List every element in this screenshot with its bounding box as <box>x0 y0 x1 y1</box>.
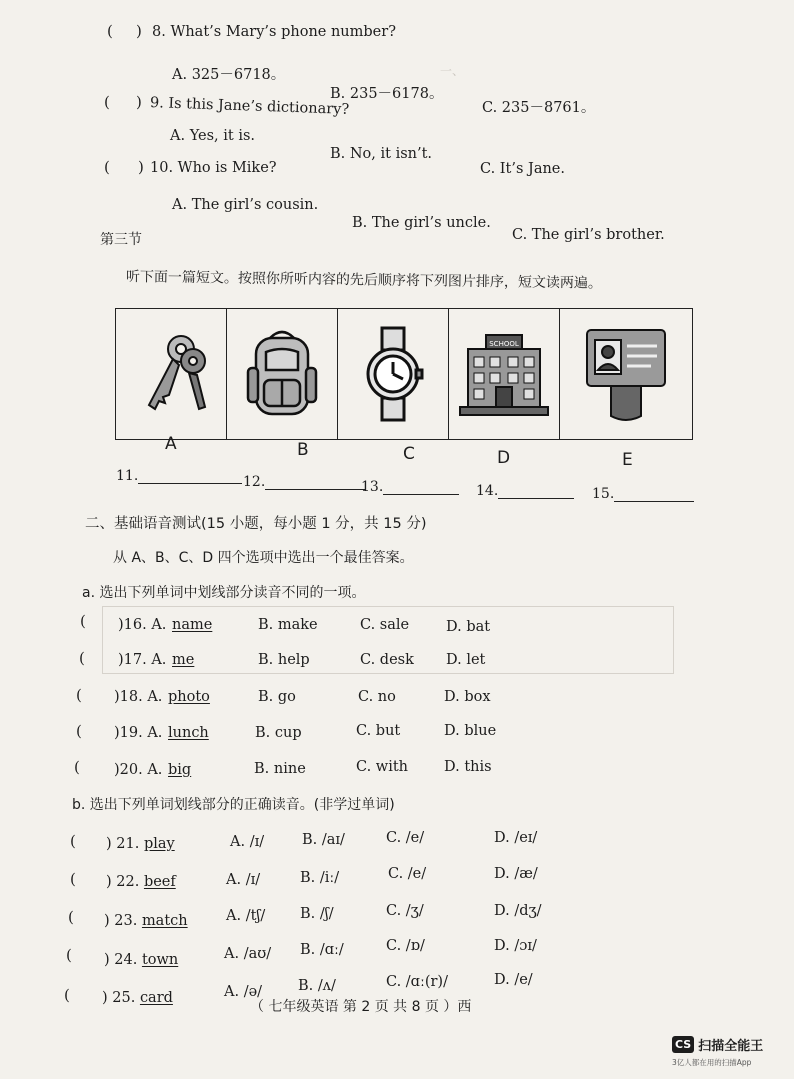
option-b: B. make <box>258 617 318 633</box>
option-c: C. /ɑː(r)/ <box>386 974 448 990</box>
blank-number: 12. <box>243 474 266 490</box>
option-d: D. bat <box>446 619 491 635</box>
blank-number: 11. <box>116 468 139 484</box>
option-c: C. no <box>358 689 396 705</box>
answer-paren: ( <box>70 870 76 888</box>
option-a: A. /aʊ/ <box>224 946 272 962</box>
option-c: C. with <box>356 759 409 775</box>
answer-blank-12[interactable] <box>243 474 365 490</box>
part2-instruction: 从 A、B、C、D 四个选项中选出一个最佳答案。 <box>113 550 414 566</box>
answer-blank-14[interactable] <box>476 483 574 499</box>
answer-paren-close: ) <box>138 158 144 176</box>
answer-paren: ( <box>68 908 74 926</box>
question-number <box>102 990 173 1006</box>
picture-letter-b: B <box>297 440 309 460</box>
option-c: C. desk <box>360 652 414 668</box>
question-9: 9. Is this Jane’s dictionary? <box>149 95 350 118</box>
option-a <box>168 689 210 705</box>
q10-option-c: C. The girl’s brother. <box>512 227 665 243</box>
answer-paren: ( <box>104 158 110 176</box>
question-number: )20. A. <box>114 762 163 778</box>
option-d: D. /ɔɪ/ <box>494 938 537 954</box>
answer-paren: ( <box>66 946 72 964</box>
answer-paren: ( <box>70 832 76 850</box>
option-b: B. /aɪ/ <box>302 832 345 848</box>
part2-sub-a: a. 选出下列单词中划线部分读音不同的一项。 <box>82 585 366 601</box>
option-b: B. nine <box>254 761 306 777</box>
watermark-title: 扫描全能王 <box>698 1039 764 1054</box>
option-a <box>168 762 191 778</box>
question-number <box>106 836 175 852</box>
option-a: A. /ɪ/ <box>226 872 261 888</box>
q9-option-a: A. Yes, it is. <box>170 128 256 144</box>
option-a-word: photo <box>168 689 210 705</box>
option-d: D. /æ/ <box>494 866 538 882</box>
option-a: A. /ə/ <box>224 984 263 1000</box>
blank-number: 13. <box>361 479 384 495</box>
option-a: A. /ɪ/ <box>230 834 265 850</box>
question-number: )16. A. <box>118 617 167 633</box>
q10-option-a: A. The girl’s cousin. <box>172 197 319 213</box>
option-a-word: lunch <box>168 725 209 741</box>
option-a-word: big <box>168 762 192 778</box>
answer-paren: ( <box>76 722 82 740</box>
answer-paren: ( <box>74 758 80 776</box>
answer-paren: ( <box>79 649 85 667</box>
answer-paren-close: ) <box>136 22 142 40</box>
page-footer: （ 七年级英语 第 2 页 共 8 页 ）西 <box>250 999 472 1015</box>
picture-cell-a <box>116 309 227 439</box>
q10-option-b: B. The girl’s uncle. <box>352 215 491 231</box>
option-d: D. /e/ <box>494 972 533 988</box>
option-c: C. /ɒ/ <box>386 938 425 954</box>
question-word: match <box>141 913 188 929</box>
option-d: D. this <box>444 759 492 775</box>
picture-letter-e: E <box>622 450 633 470</box>
part2-sub-b: b. 选出下列单词划线部分的正确读音。(非学过单词) <box>72 797 395 813</box>
keys-icon <box>131 329 211 419</box>
picture-cell-e <box>560 309 692 439</box>
part2-title: 二、基础语音测试(15 小题，每小题 1 分，共 15 分) <box>85 516 427 532</box>
option-a: A. /tʃ/ <box>226 908 266 924</box>
question-number-text: ) 23. <box>104 913 142 929</box>
question-number-text: ) 25. <box>102 990 140 1006</box>
section-title: 第三节 <box>100 232 142 248</box>
question-number <box>104 913 188 929</box>
picture-cell-c <box>338 309 449 439</box>
question-8: 8. What’s Mary’s phone number? <box>152 24 396 40</box>
answer-paren: ( <box>104 93 110 111</box>
answer-paren: ( <box>107 22 113 40</box>
answer-paren: ( <box>76 686 82 704</box>
picture-table <box>115 308 693 440</box>
question-10: 10. Who is Mike? <box>150 160 277 176</box>
option-a <box>172 617 212 633</box>
option-b: B. help <box>258 652 310 668</box>
blank-number: 15. <box>592 486 615 502</box>
picture-letter-c: C <box>403 444 415 464</box>
q8-option-a: A. 325－6718。 <box>172 67 286 83</box>
backpack-icon <box>242 324 322 424</box>
option-b: B. cup <box>255 725 302 741</box>
blank-number: 14. <box>476 483 499 499</box>
question-number: )19. A. <box>114 725 163 741</box>
answer-blank-15[interactable] <box>592 486 694 502</box>
option-b: B. /ɑː/ <box>300 942 344 958</box>
option-a <box>172 652 194 668</box>
q9-option-b: B. No, it isn’t. <box>330 146 433 162</box>
answer-blank-11[interactable] <box>116 468 242 484</box>
bleed-through: 一、 <box>440 64 465 78</box>
question-word: town <box>141 952 179 968</box>
question-number: )18. A. <box>114 689 163 705</box>
q9-option-c: C. It’s Jane. <box>480 161 565 177</box>
option-c: C. but <box>356 723 401 739</box>
option-c: C. /e/ <box>386 830 425 846</box>
question-number <box>104 952 178 968</box>
option-b: B. /ʃ/ <box>300 906 334 922</box>
question-number: )17. A. <box>118 652 167 668</box>
option-c: C. /e/ <box>388 866 427 882</box>
option-b: B. /ʌ/ <box>298 978 336 994</box>
option-c: C. /ʒ/ <box>386 903 424 919</box>
id-card-icon <box>581 324 671 424</box>
answer-paren: ( <box>64 986 70 1004</box>
answer-paren: ( <box>80 612 86 630</box>
option-d: D. /eɪ/ <box>494 830 538 846</box>
picture-letter-a: A <box>165 434 177 454</box>
school-label: SCHOOL <box>489 340 519 348</box>
option-d: D. box <box>444 689 491 705</box>
scanner-watermark <box>672 1035 763 1054</box>
option-d: D. let <box>446 652 486 668</box>
q8-option-b: B. 235－6178。 <box>330 86 444 102</box>
question-number-text: ) 22. <box>106 874 144 890</box>
school-icon <box>456 329 552 419</box>
picture-cell-d <box>449 309 560 439</box>
option-a-word: name <box>172 617 213 633</box>
question-number-text: ) 24. <box>104 952 142 968</box>
question-number-text: ) 21. <box>106 836 144 852</box>
question-word: card <box>139 990 173 1006</box>
answer-paren-close: ) <box>136 93 142 111</box>
question-word: play <box>143 836 175 852</box>
cs-logo-icon: CS <box>672 1036 694 1053</box>
option-b: B. go <box>258 689 296 705</box>
option-a <box>168 725 209 741</box>
question-number <box>106 874 176 890</box>
question-word: beef <box>143 874 176 890</box>
option-b: B. /iː/ <box>300 870 340 886</box>
option-a-word: me <box>172 652 195 668</box>
section-instruction: 听下面一篇短文。按照你所听内容的先后顺序将下列图片排序，短文读两遍。 <box>125 269 603 292</box>
q8-option-c: C. 235－8761。 <box>482 100 596 116</box>
answer-blank-13[interactable] <box>361 479 459 495</box>
option-c: C. sale <box>360 617 410 633</box>
watch-icon <box>358 324 428 424</box>
picture-cell-b <box>227 309 338 439</box>
option-d: D. /dʒ/ <box>494 903 542 919</box>
option-d: D. blue <box>444 723 497 739</box>
watermark-subtitle: 3亿人都在用的扫描App <box>672 1058 752 1067</box>
picture-letter-d: D <box>497 448 511 468</box>
